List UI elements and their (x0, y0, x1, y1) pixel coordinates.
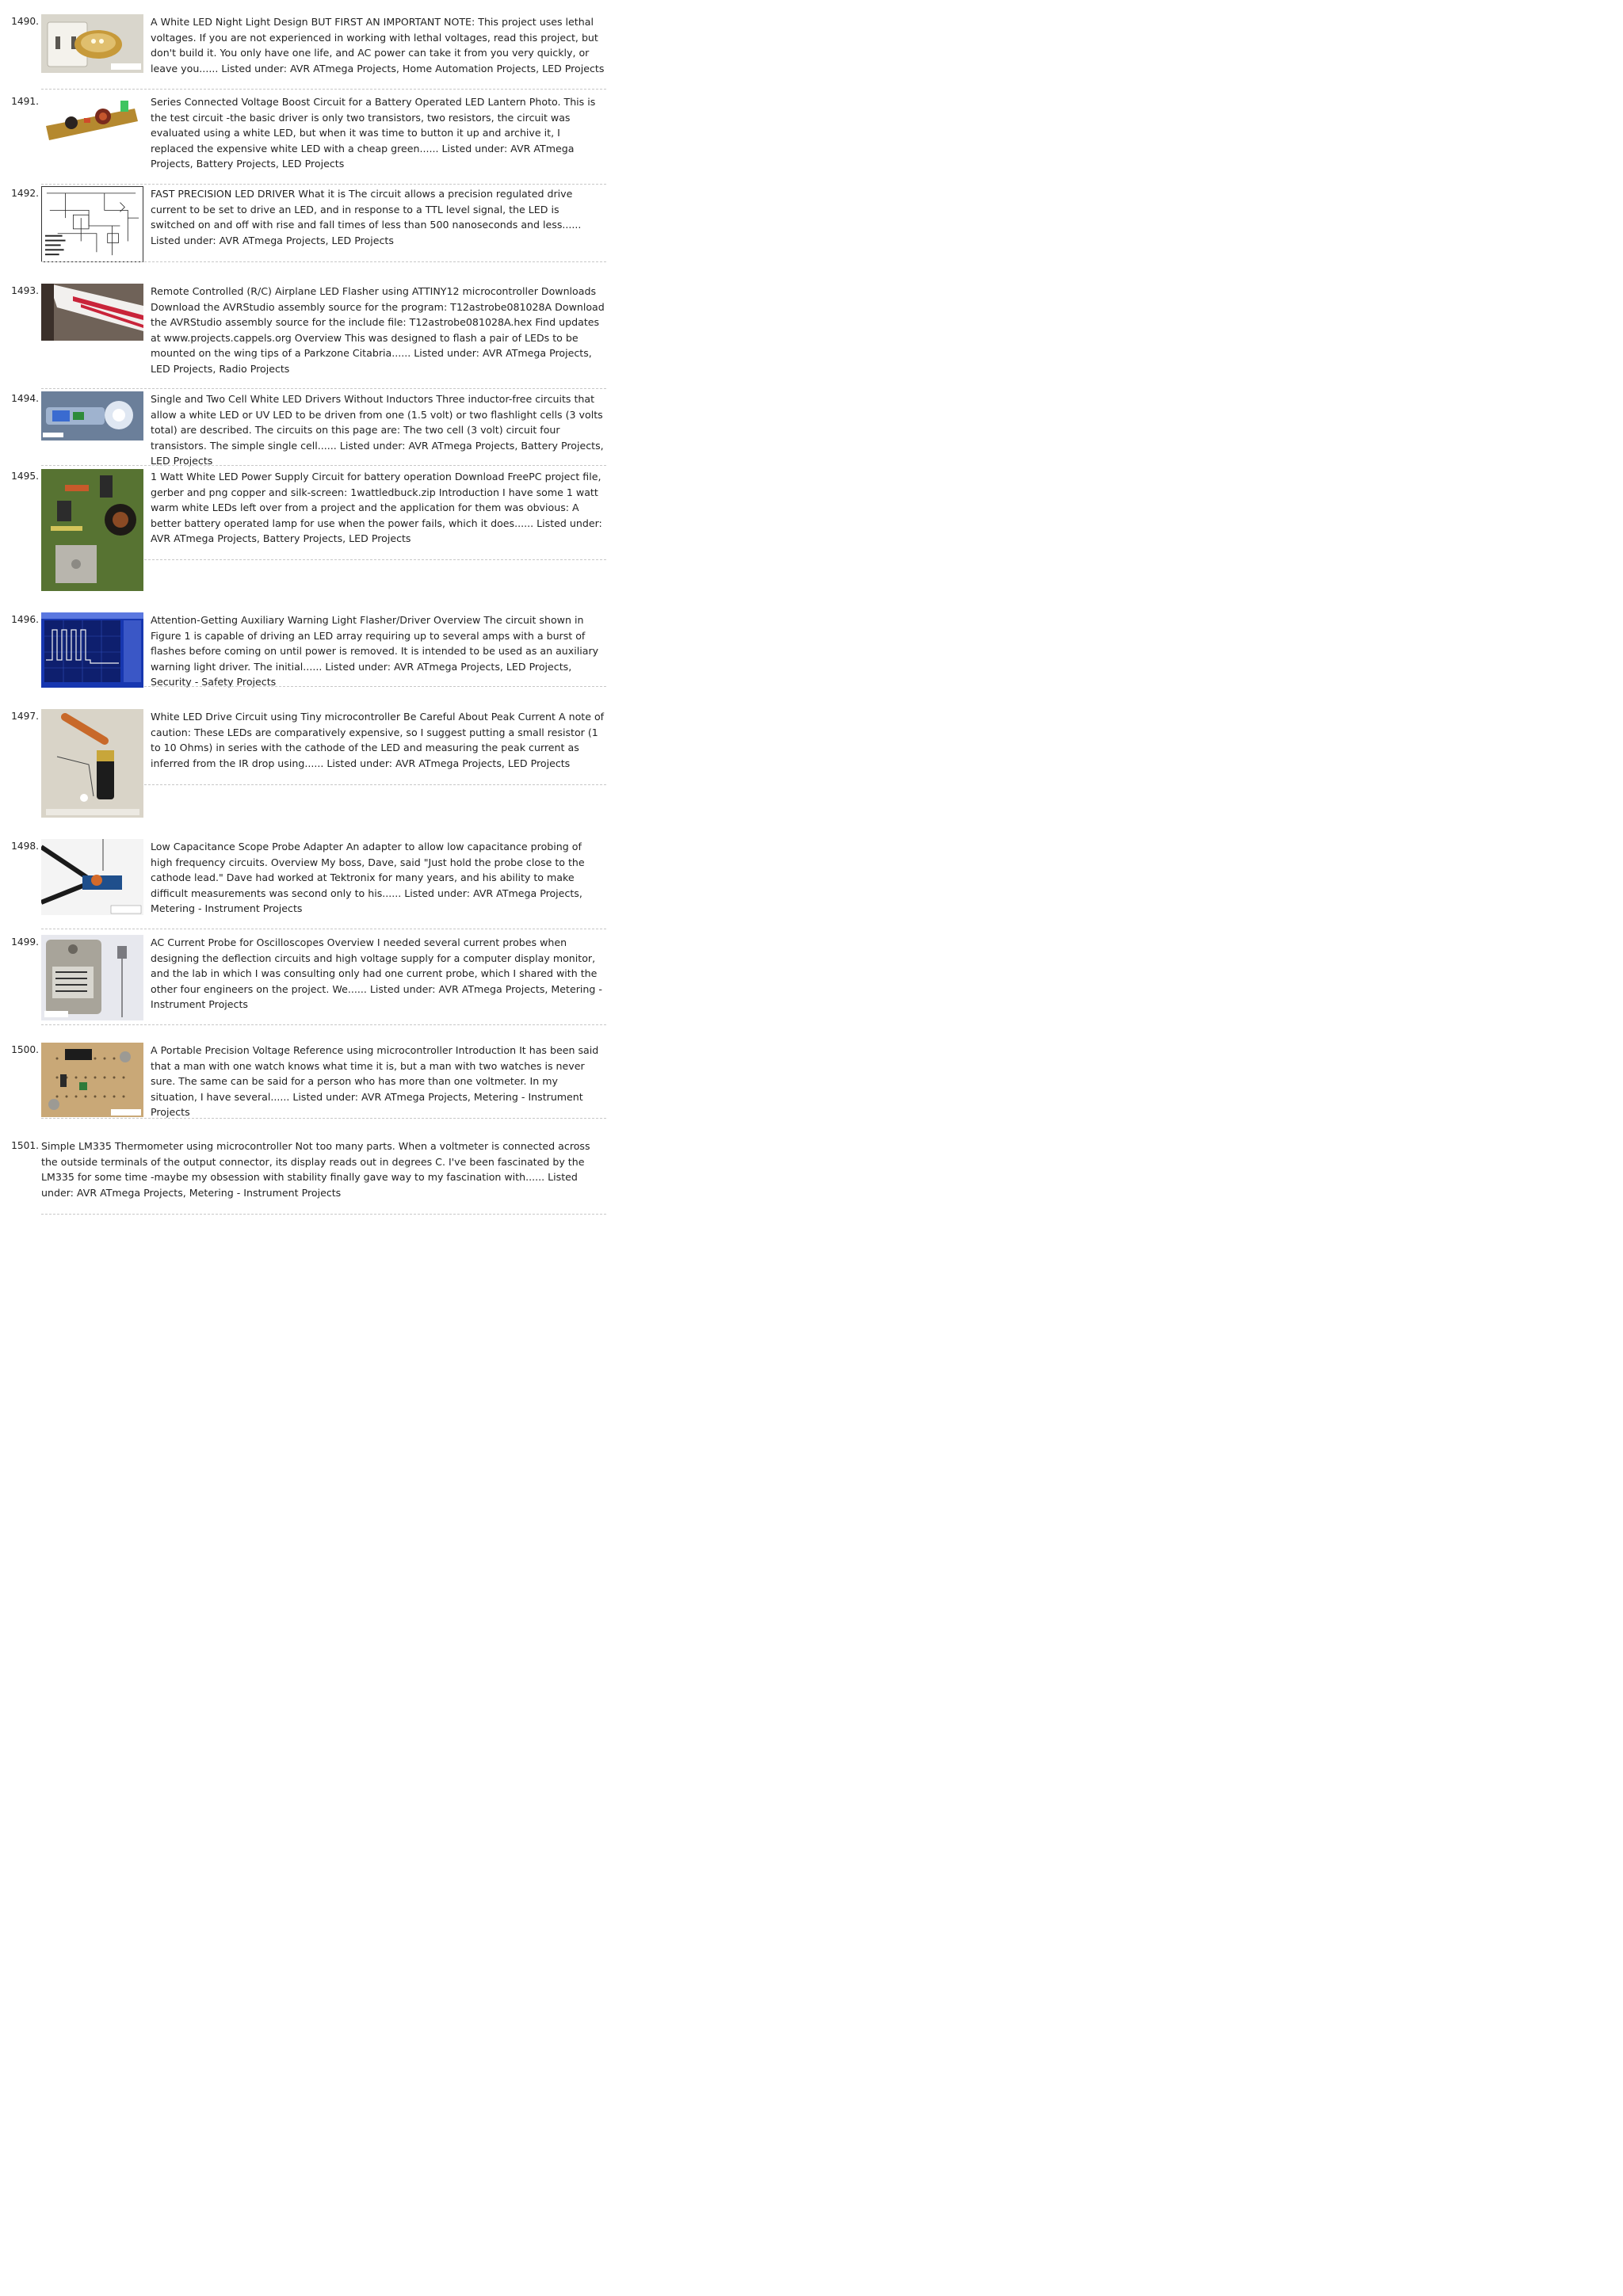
project-description[interactable]: Simple LM335 Thermometer using microcontroller Not too many parts. When a voltmeter is connected across the outside terminals of the output connector, its display reads out in degrees C. I've been fascinated by the LM335 for some time -maybe my obsession with stability finally gave way to my fascination with...... Listed under: AVR ATmega Projects, Metering - Instrument Projects (41, 1140, 590, 1199)
project-description[interactable]: AC Current Probe for Oscilloscopes Overview I needed several current probes when designing the deflection circuits and high voltage supply for a computer display monitor, and the lab in which I was consulting only had one current probe, which I shared with the other four engineers on the project. We...... Listed under: AVR ATmega Projects, Metering - Instrument Projects (151, 936, 602, 1010)
item-number: 1495. (11, 471, 39, 482)
item-number: 1493. (11, 285, 39, 296)
divider (41, 1118, 606, 1119)
divider (144, 559, 606, 560)
item-number: 1496. (11, 614, 39, 625)
divider (41, 465, 606, 466)
divider (41, 261, 606, 262)
project-thumbnail[interactable] (41, 94, 143, 143)
item-number: 1490. (11, 16, 39, 27)
project-thumbnail[interactable] (41, 612, 143, 688)
project-description[interactable]: 1 Watt White LED Power Supply Circuit for battery operation Download FreePC project file, gerber and png copper and silk-screen: 1wattledbuck.zip Introduction I have some 1 watt warm white LEDs left over from a project and the application for them was obvious: A better battery operated lamp for use when the power fails, which it does...... Listed under: AVR ATmega Projects, Battery Projects, LED Projects (151, 471, 602, 544)
item-number: 1497. (11, 711, 39, 722)
project-description[interactable]: Single and Two Cell White LED Drivers Without Inductors Three inductor-free circuits that allow a white LED or UV LED to be driven from one (1.5 volt) or two flashlight cells (3 volts total) are described. The circuits on this page are: The two cell (3 volt) circuit four transistors. The simple single cell...... Listed under: AVR ATmega Projects, Battery Projects, LED Projects (151, 393, 604, 467)
project-thumbnail[interactable] (41, 186, 143, 262)
item-number: 1498. (11, 841, 39, 852)
project-thumbnail[interactable] (41, 709, 143, 818)
project-thumbnail[interactable] (41, 391, 143, 441)
divider (41, 1024, 606, 1025)
item-number: 1499. (11, 936, 39, 948)
project-description[interactable]: A Portable Precision Voltage Reference using microcontroller Introduction It has been said that a man with one watch knows what time it is, but a man with two watches is never sure. The same can be said for a person who has more than one voltmeter. In my situation, I have several...... Listed under: AVR ATmega Projects, Metering - Instrument Projects (151, 1044, 599, 1118)
item-number: 1500. (11, 1044, 39, 1055)
item-number: 1492. (11, 188, 39, 199)
project-description[interactable]: A White LED Night Light Design BUT FIRST AN IMPORTANT NOTE: This project uses lethal voltages. If you are not experienced in working with lethal voltages, read this project, but don't build it. You only have one life, and AC power can take it from you very quickly, or leave you...... Listed under: AVR ATmega Projects, Home Automation Projects, LED Projects (151, 16, 605, 74)
project-description[interactable]: FAST PRECISION LED DRIVER What it is The circuit allows a precision regulated drive current to be set to drive an LED, and in response to a TTL level signal, the LED is switched on and off with rise and fall times of less than 500 nanoseconds and less...... Listed under: AVR ATmega Projects, LED Projects (151, 188, 582, 246)
project-thumbnail[interactable] (41, 14, 143, 73)
project-description[interactable]: Remote Controlled (R/C) Airplane LED Flasher using ATTINY12 microcontroller Downloads Download the AVRStudio assembly source for the program: T12astrobe081028A Download the AVRStudio assembly source for the include file: T12astrobe081028A.hex Find updates at www.projects.cappels.org Overview This was designed to flash a pair of LEDs to be mounted on the wing tips of a Parkzone Citabria...... Listed under: AVR ATmega Projects, LED Projects, Radio Projects (151, 285, 605, 375)
divider (41, 89, 606, 90)
divider (144, 686, 606, 687)
project-thumbnail[interactable] (41, 1043, 143, 1117)
project-description[interactable]: Series Connected Voltage Boost Circuit for a Battery Operated LED Lantern Photo. This is the test circuit -the basic driver is only two transistors, two resistors, the circuit was evaluated using a white LED, but when it was time to button it up and archive it, I replaced the expensive white LED with a cheap green...... Listed under: AVR ATmega Projects, Battery Projects, LED Projects (151, 96, 596, 170)
project-thumbnail[interactable] (41, 284, 143, 341)
project-description[interactable]: Low Capacitance Scope Probe Adapter An adapter to allow low capacitance probing of high frequency circuits. Overview My boss, Dave, said "Just hold the probe close to the cathode lead." Dave had worked at Tektronix for many years, and his ability to make difficult measurements was second only to his...... Listed under: AVR ATmega Projects, Metering - Instrument Projects (151, 841, 585, 914)
project-thumbnail[interactable] (41, 469, 143, 591)
project-description[interactable]: Attention-Getting Auxiliary Warning Light Flasher/Driver Overview The circuit shown in Figure 1 is capable of driving an LED array requiring up to several amps with a burst of flashes before coming on until power is removed. It is intended to be used as an auxiliary warning light driver. The initial...... Listed under: AVR ATmega Projects, LED Projects, Security - Safety Projects (151, 614, 599, 688)
item-number: 1501. (11, 1140, 39, 1151)
item-number: 1494. (11, 393, 39, 404)
divider (41, 1214, 606, 1215)
project-description[interactable]: White LED Drive Circuit using Tiny microcontroller Be Careful About Peak Current A note of caution: These LEDs are comparatively expensive, so I suggest putting a small resistor (1 to 10 Ohms) in series with the cathode of the LED and measuring the peak current as inferred from the IR drop using...... Listed under: AVR ATmega Projects, LED Projects (151, 711, 605, 769)
divider (41, 184, 606, 185)
divider (144, 784, 606, 785)
project-thumbnail[interactable] (41, 935, 143, 1020)
divider (41, 388, 606, 389)
project-thumbnail[interactable] (41, 839, 143, 915)
item-number: 1491. (11, 96, 39, 107)
